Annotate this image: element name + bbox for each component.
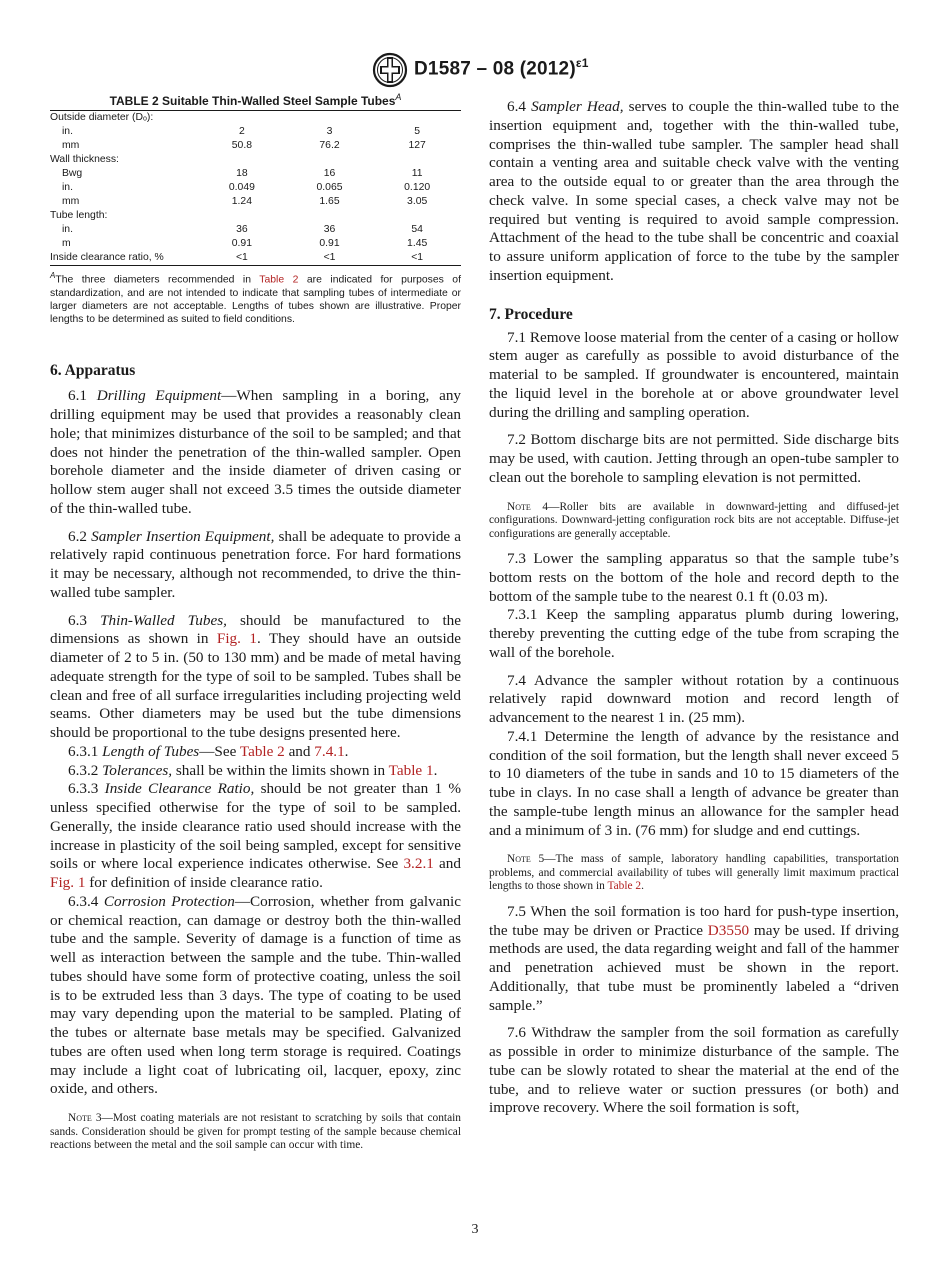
table-cell: 54: [411, 224, 423, 235]
paragraph-7-6: 7.6 Withdraw the sampler from the soil formation as carefully as possible in order to minimize disturbance of the sample. The tube can be slowly rotated to shear the material at the end of the tube, and to relieve water or suction pressures (or both) and improve recovery. Where the soil formation is soft,: [489, 1024, 899, 1117]
table-2-link[interactable]: Table 2: [239, 742, 285, 760]
table-cell: <1: [323, 252, 336, 263]
row-label: in.: [62, 224, 73, 235]
right-column: [489, 92, 899, 1118]
paragraph-7-1: 7.1 Remove loose material from the center of a casing or hollow stem auger as carefully as possible to avoid disturbance of the material to be sampled. If groundwater is encountered, maintain the liquid level in the borehole at or above groundwater level during the drilling and sampling operation.: [489, 328, 899, 421]
note-4: Note 4—Roller bits are available in downward-jetting and diffused-jet configurations. Downward-jetting configuration rock bits are not acceptable. Diffuse-jet configurations are generally acceptable.: [489, 500, 899, 540]
paragraph-6-3-4: 6.3.4 Corrosion Protection—Corrosion, whether from galvanic or chemical reaction, can damage or destroy both the thin-walled tube and the sample. Severity of damage is a function of time as well as interaction between the sample and the tube. Thin-walled tubes should have some form of protective coating, unless the soil is to be extruded less than 3 days. The type of coating to be used may vary depending upon the material to be sampled. Plating of the tubes or alternate base metals may be specified. Galvanized tubes are often used when long term storage is required. Coatings may include a light coat of lubricating oil, lacquer, epoxy, zinc oxide, and others.: [50, 892, 461, 1098]
table-row: [50, 195, 461, 209]
table-cell: [286, 111, 374, 126]
row-label: in.: [62, 126, 73, 137]
table-cell: [198, 111, 286, 126]
sample-tubes-table: [50, 110, 461, 266]
table-row: [50, 237, 461, 251]
paragraph-7-2: 7.2 Bottom discharge bits are not permitted. Side discharge bits may be used, with caution. Jetting through an open-tube sampler to clean out the borehole to sampling elevation is not permitted.: [489, 431, 899, 486]
paragraph-6-3-3: 6.3.3 Inside Clearance Ratio, should be not greater than 1 % unless specified otherwise for the type of soil to be sampled. Generally, the inside clearance ratio used should increase with the increase in plasticity of the soil being sampled, except for sensitive soils or where local experience indicates otherwise. See 3.2.1 and Fig. 1 for definition of inside clearance ratio.: [50, 780, 462, 892]
table-cell: <1: [411, 252, 424, 263]
table-cell: 5: [414, 126, 421, 137]
page-number: 3: [471, 1222, 479, 1237]
table-cell: 1.24: [231, 196, 252, 207]
table-row: [50, 209, 461, 223]
paragraph-6-4: 6.4 Sampler Head, serves to couple the thin-walled tube to the insertion equipment and, together with the thin-walled tube, comprises the thin-walled tube sampler. The sampler head shall contain a venting area and suitable check valve with the venting area to the outside equal to or greater than the area through the check valve. In some special cases, a check valve may not be required but venting is required to avoid sample compression. Attachment of the head to the tube shall be concentric and coaxial to assure uniform application of force to the tube by the sampler insertion equipment.: [489, 98, 899, 284]
note-5: Note 5—The mass of sample, laboratory handling capabilities, transportation problems, and commercial availability of tubes will generally limit maximum practical lengths to those shown in Table 2.: [489, 853, 899, 893]
table-cell: 0.91: [319, 238, 340, 249]
table-title: TABLE 2 Suitable Thin-Walled Steel Sample Tubes$^A$: [109, 92, 402, 108]
table-cell: 3.05: [407, 196, 428, 207]
table-cell: 1.65: [319, 196, 340, 207]
table-row: [50, 153, 461, 167]
row-label: in.: [62, 182, 73, 193]
paragraph-7-4-1: 7.4.1 Determine the length of advance by the resistance and condition of the soil formation, but the length shall never exceed 5 to 10 diameters of the tube in sands and 10 to 15 diameters of the tube in clays. In no case shall a length of advance be greater than the sample-tube length minus an allowance for the sampler head and a minimum of 3 in. (76 mm) for sludge and end cuttings.: [489, 727, 899, 839]
table-cell: 127: [408, 140, 426, 151]
paragraph-7-4: 7.4 Advance the sampler without rotation by a continuous relatively rapid downward motion and record length of advancement to the nearest 1 in. (25 mm).: [489, 671, 899, 726]
table-cell: [373, 153, 461, 167]
paragraph-7-3-1: 7.3.1 Keep the sampling apparatus plumb during lowering, thereby preventing the cutting edge of the tube from scraping the wall of the borehole.: [489, 606, 899, 661]
table-cell: [286, 209, 374, 223]
table-cell: [373, 111, 461, 126]
table-cell: 36: [236, 224, 248, 235]
row-label: Wall thickness:: [50, 154, 119, 165]
paragraph-6-3-2: 6.3.2 Tolerances, shall be within the limits shown in Table 1.: [68, 761, 438, 779]
table-cell: 1.45: [407, 238, 428, 249]
table-cell: [198, 209, 286, 223]
table-1-link[interactable]: Table 1: [388, 761, 434, 779]
row-label: Outside diameter (Dₒ):: [50, 112, 154, 123]
table-footnote: $^A$The three diameters recommended in Table 2 are indicated for purposes of standardization, and are not intended to indicate that sampling tubes of intermediate or larger diameters are not acceptable. Lengths of tubes shown are illustrative. Proper lengths to be determined as suited to field conditions.: [50, 271, 461, 326]
row-label: m: [62, 238, 71, 249]
table-cell: [373, 209, 461, 223]
table-row: [50, 139, 461, 153]
paragraph-6-2: 6.2 Sampler Insertion Equipment, shall be adequate to provide a relatively rapid continuous penetration force. For hard formations it may be necessary, although not recommended, to drive the thin-walled tube sampler.: [50, 527, 462, 601]
editorial-epsilon: ε1: [575, 56, 589, 70]
row-label: Tube length:: [50, 210, 108, 221]
table-cell: 50.8: [231, 140, 252, 151]
table-cell: 76.2: [319, 140, 340, 151]
left-column: [50, 92, 461, 1153]
table-cell: 3: [326, 126, 333, 137]
row-label: Bwg: [62, 168, 83, 179]
row-label: Inside clearance ratio, %: [50, 252, 164, 263]
table-row: [50, 251, 461, 266]
table-row: [50, 111, 461, 126]
paragraph-6-1: 6.1 Drilling Equipment—When sampling in a boring, any drilling equipment may be used that provides a reasonably clean hole; that minimizes disturbance of the soil to be sampled; and that does not hinder the penetration of the thin-walled sampler. Open borehole diameter and the inside diameter of driven casing or hollow stem auger shall not exceed 3.5 times the outside diameter of the thin-walled tube.: [50, 387, 462, 517]
note-3: Note 3—Most coating materials are not resistant to scratching by soils that contain sands. Consideration should be given for prompt testing of the sample because chemical reactions between the metal and the soil sample can occur with time.: [50, 1112, 461, 1152]
table-cell: 11: [411, 168, 423, 179]
table-cell: 0.049: [228, 182, 255, 193]
row-label: mm: [62, 140, 80, 151]
table-cell: 0.91: [231, 238, 252, 249]
table-cell: 18: [236, 168, 248, 179]
table-cell: 0.120: [404, 182, 431, 193]
table-cell: 2: [239, 126, 245, 137]
table-row: [50, 125, 461, 139]
document-designation: D1587 – 08 $(2012)^{\varepsilon 1}$: [414, 56, 589, 80]
table-2-link[interactable]: Table 2: [259, 274, 299, 286]
fig-1-link[interactable]: Fig. 1: [50, 874, 86, 892]
table-row: [50, 181, 461, 195]
practice-d3550-link[interactable]: D3550: [707, 921, 750, 939]
table-row: [50, 223, 461, 237]
table-cell: [286, 153, 374, 167]
table-2-link[interactable]: Table 2: [607, 880, 642, 893]
paragraph-6-3-1: 6.3.1 Length of Tubes—See Table 2 and 7.4.1.: [68, 742, 349, 760]
row-label: mm: [62, 196, 80, 207]
section-3-2-1-link[interactable]: 3.2.1: [403, 855, 434, 873]
paragraph-6-3: 6.3 Thin-Walled Tubes, should be manufactured to the dimensions as shown in Fig. 1. They should have an outside diameter of 2 to 5 in. (50 to 130 mm) and be made of metal having adequate strength for the type of soil to be sampled. Tubes shall be clean and free of all surface irregularities including projecting weld seams. Other diameters may be used but the tube dimensions should be proportional to the tube designs presented here.: [50, 611, 461, 742]
paragraph-7-3: 7.3 Lower the sampling apparatus so that the sample tube’s bottom rests on the bottom of the hole and record depth to the bottom of the sample tube to the nearest 0.1 ft (0.03 m).: [489, 550, 899, 605]
paragraph-7-5: 7.5 When the soil formation is too hard for push-type insertion, the tube may be driven or Practice D3550 may be used. If driving methods are used, the data regarding weight and fall of the hammer and penetration achieved must be shown in the report. Additionally, that tube must be prominently labeled a “driven sample.”: [489, 902, 899, 1014]
astm-logo-icon: [372, 52, 408, 88]
table-cell: 36: [323, 224, 336, 235]
section-7-4-1-link[interactable]: 7.4.1: [314, 742, 345, 760]
table-cell: [198, 153, 286, 167]
table-cell: <1: [235, 252, 248, 263]
table-row: [50, 167, 461, 181]
section-7-heading: 7. Procedure: [489, 305, 573, 323]
section-6-heading: 6. Apparatus: [50, 362, 136, 380]
table-cell: 0.065: [316, 182, 343, 193]
table-cell: 16: [323, 168, 336, 179]
page-header: [0, 52, 950, 88]
fig-1-link[interactable]: Fig. 1: [216, 630, 257, 648]
